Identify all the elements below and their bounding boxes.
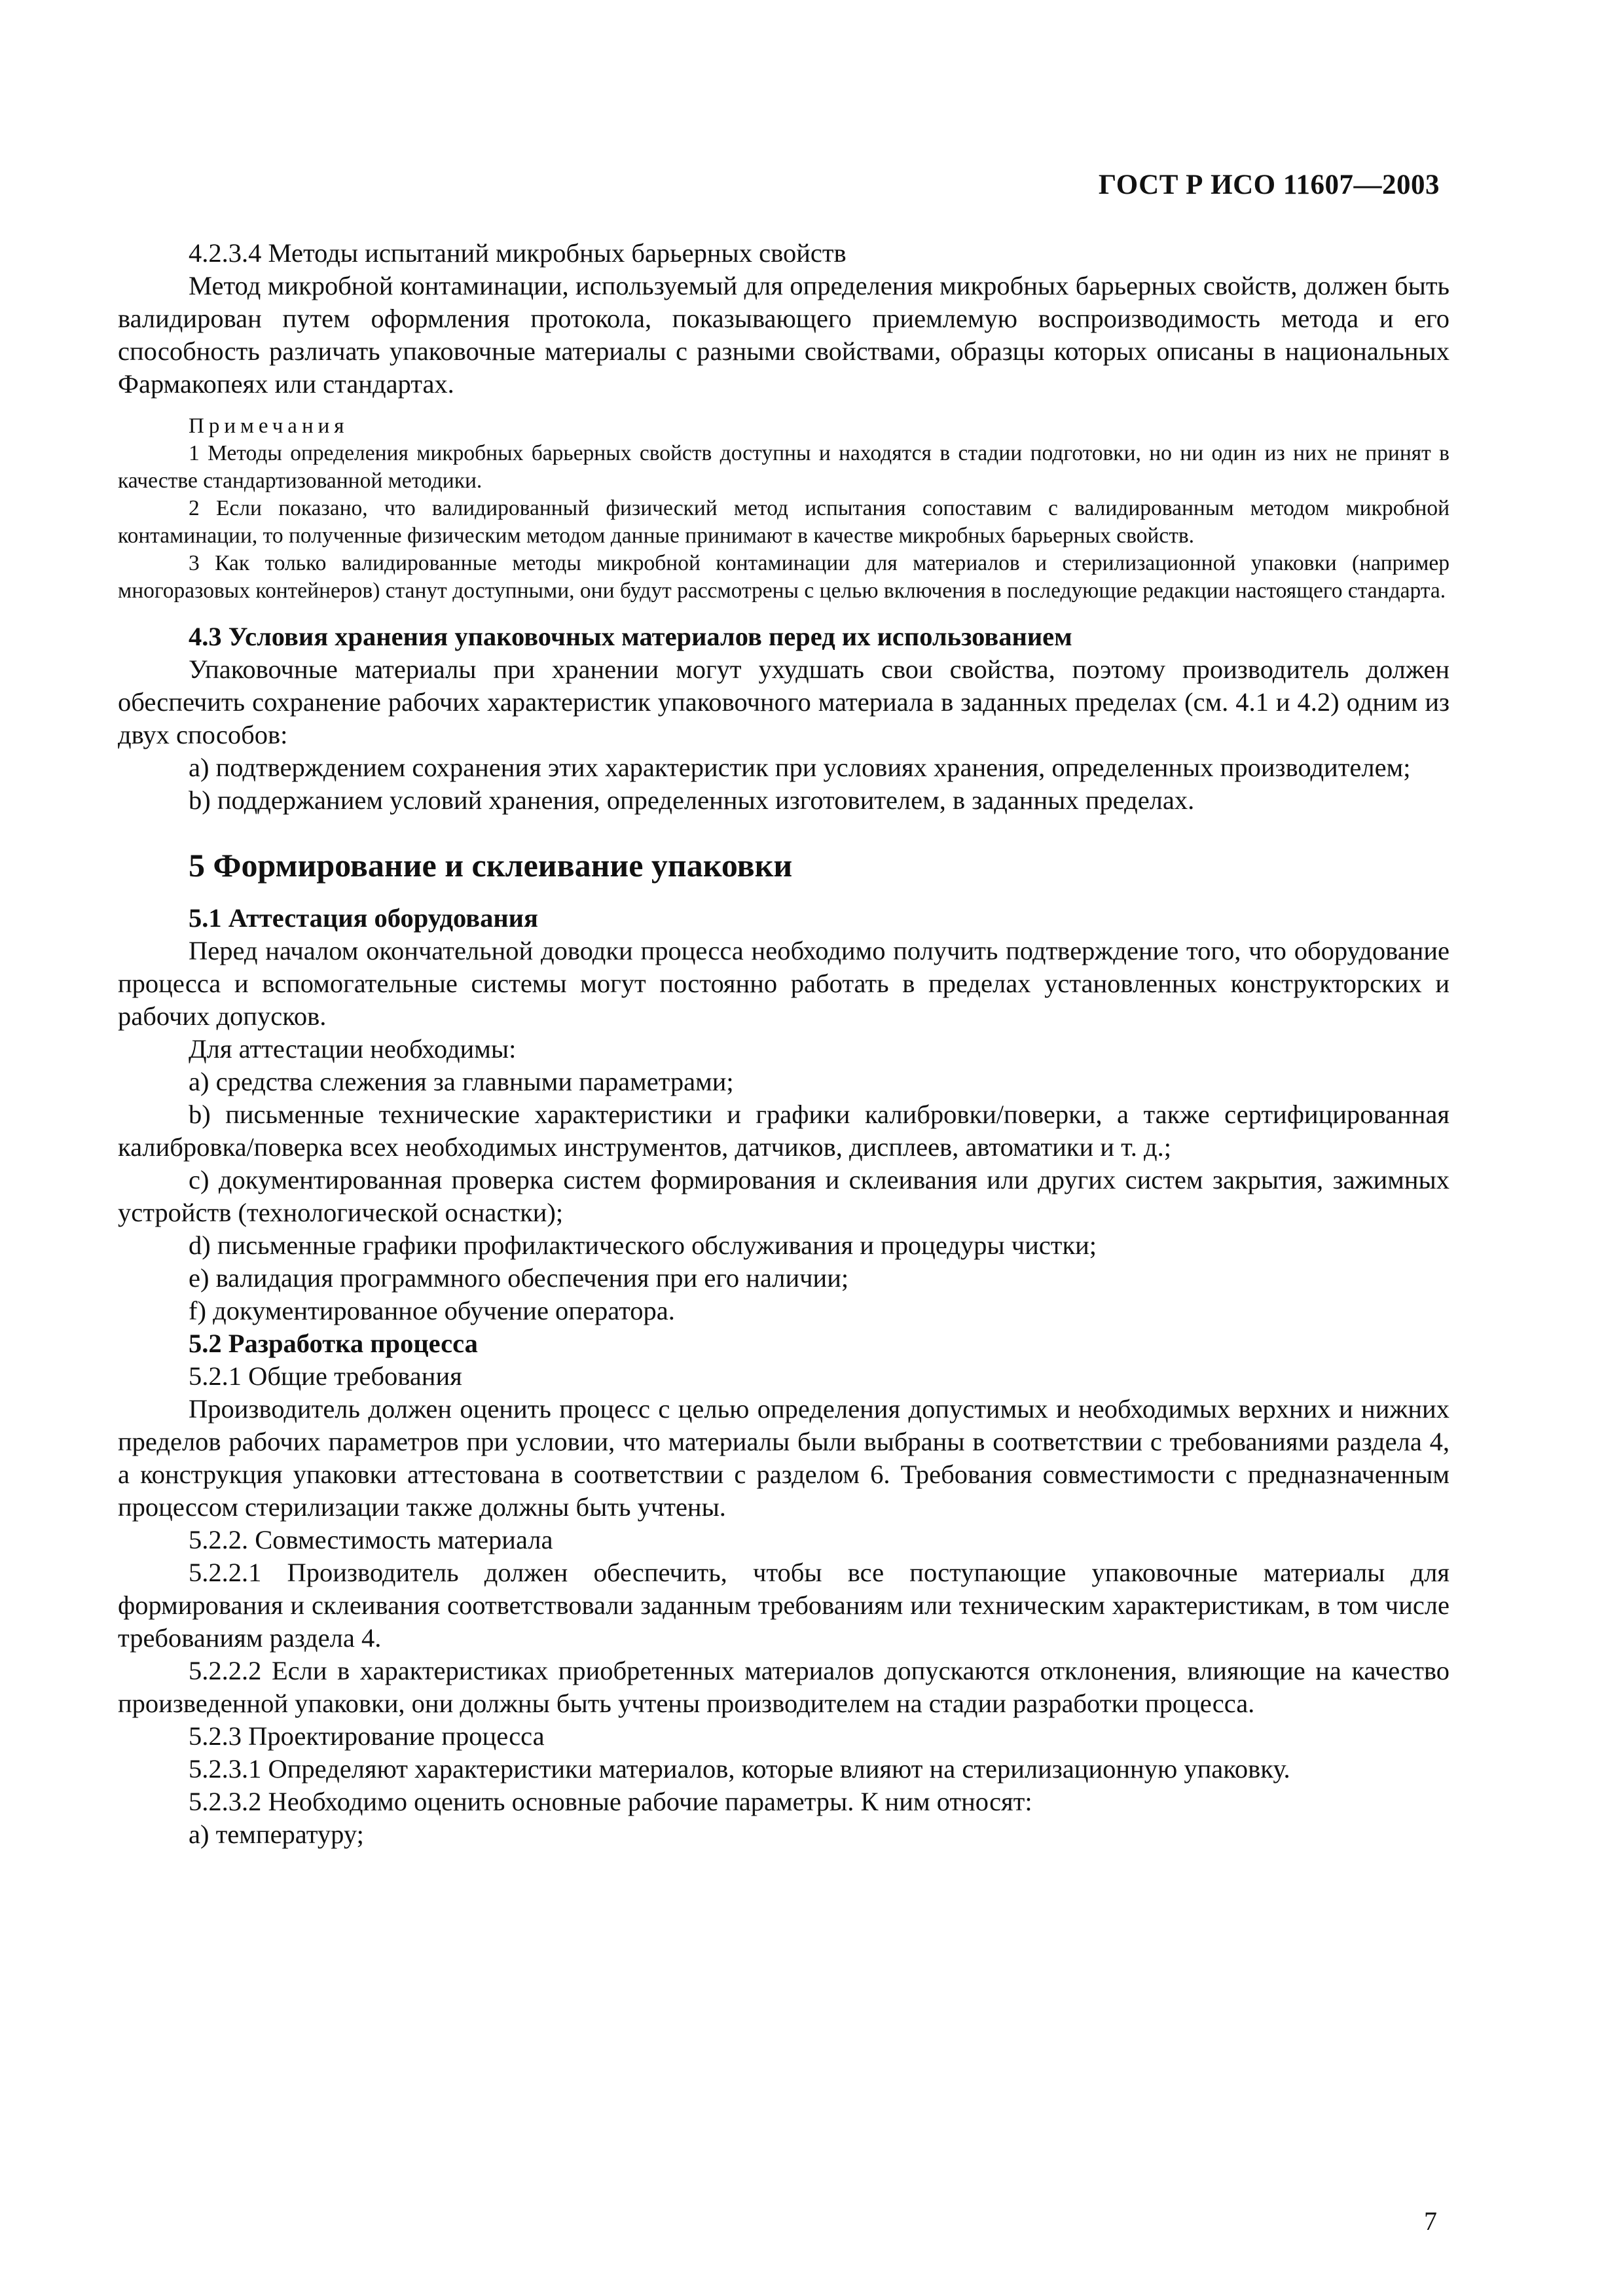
clause-5-1-item-c: c) документированная проверка систем формирования и склеивания или других систем закрытия, зажимных устройств (технологической оснастки); [118, 1165, 1450, 1227]
clause-5-2-3-2: 5.2.3.2 Необходимо оценить основные рабочие параметры. К ним относят: [189, 1787, 1032, 1816]
clause-5-2-3-1: 5.2.3.1 Определяют характеристики материалов, которые влияют на стерилизационную упаковку. [189, 1754, 1290, 1784]
clause-4-3-title: 4.3 Условия хранения упаковочных материалов перед их использованием [189, 622, 1072, 651]
document-id-header: ГОСТ Р ИСО 11607—2003 [1098, 170, 1440, 200]
clause-5-1-title: 5.1 Аттестация оборудования [189, 903, 538, 933]
clause-5-1-item-e: e) валидация программного обеспечения при его наличии; [189, 1263, 849, 1293]
clause-5-2-2-2: 5.2.2.2 Если в характеристиках приобретенных материалов допускаются отклонения, влияющие на качество произведенной упаковки, они должны быть учтены производителем на стадии разработки процесса. [118, 1656, 1450, 1718]
page-content [118, 237, 1450, 1851]
notes-title: Примечания [189, 414, 349, 438]
clause-5-1-item-d: d) письменные графики профилактического обслуживания и процедуры чистки; [189, 1230, 1097, 1260]
clause-5-2-3-2-item-a: a) температуру; [189, 1820, 364, 1849]
clause-5-2-2-title: 5.2.2. Совместимость материала [189, 1525, 553, 1554]
page-number: 7 [1424, 2206, 1437, 2236]
clause-5-1-lead: Для аттестации необходимы: [189, 1034, 517, 1064]
clause-4-3-item-a: a) подтверждением сохранения этих характеристик при условиях хранения, определенных производителем; [189, 753, 1411, 782]
clause-5-2-title: 5.2 Разработка процесса [189, 1329, 478, 1358]
clause-5-1-text: Перед началом окончательной доводки процесса необходимо получить подтверждение того, что оборудование процесса и вспомогательные системы могут постоянно работать в пределах установленных конструкторских и рабочих допусков. [118, 936, 1450, 1031]
clause-5-1-item-a: a) средства слежения за главными параметрами; [189, 1067, 734, 1096]
clause-5-1-item-b: b) письменные технические характеристики и графики калибровки/поверки, а также сертифицированная калибровка/поверка всех необходимых инструментов, датчиков, дисплеев, автоматики и т. д.; [118, 1100, 1450, 1162]
note-3: 3 Как только валидированные методы микробной контаминации для материалов и стерилизационной упаковки (например многоразовых контейнеров) станут доступными, они будут рассмотрены с целью включения в последующие редакции настоящего стандарта. [118, 551, 1450, 603]
clause-5-1-item-f: f) документированное обучение оператора. [189, 1296, 675, 1325]
section-5-title: 5 Формирование и склеивание упаковки [189, 847, 793, 884]
clause-5-2-3-title: 5.2.3 Проектирование процесса [189, 1721, 545, 1751]
clause-4-3-text: Упаковочные материалы при хранении могут ухудшать свои свойства, поэтому производитель должен обеспечить сохранение рабочих характеристик упаковочного материала в заданных пределах (см. 4.1 и 4.2) одним из двух способов: [118, 655, 1450, 749]
clause-4-2-3-4-text: Метод микробной контаминации, используемый для определения микробных барьерных свойств, должен быть валидирован путем оформления протокола, показывающего приемлемую воспроизводимость метода и его способность различать упаковочные материалы с разными свойствами, образцы которых описаны в национальных Фармакопеях или стандартах. [118, 271, 1450, 399]
note-1: 1 Методы определения микробных барьерных свойств доступны и находятся в стадии подготовки, но ни один из них не принят в качестве стандартизованной методики. [118, 441, 1450, 493]
clause-4-3-item-b: b) поддержанием условий хранения, определенных изготовителем, в заданных пределах. [189, 785, 1195, 815]
clause-5-2-1-title: 5.2.1 Общие требования [189, 1361, 462, 1391]
clause-5-2-1-text: Производитель должен оценить процесс с целью определения допустимых и необходимых верхних и нижних пределов рабочих параметров при условии, что материалы были выбраны в соответствии с требованиями раздела 4, а конструкция упаковки аттестована в соответствии с разделом 6. Требования совместимости с предназначенным процессом стерилизации также должны быть учтены. [118, 1394, 1450, 1522]
note-2: 2 Если показано, что валидированный физический метод испытания сопоставим с валидированным методом микробной контаминации, то полученные физическим методом данные принимают в качестве микробных барьерных свойств. [118, 496, 1450, 548]
clause-5-2-2-1: 5.2.2.1 Производитель должен обеспечить, чтобы все поступающие упаковочные материалы для формирования и склеивания соответствовали заданным требованиям или техническим характеристикам, в том числе требованиям раздела 4. [118, 1558, 1450, 1653]
clause-4-2-3-4-title: 4.2.3.4 Методы испытаний микробных барьерных свойств [189, 238, 847, 268]
